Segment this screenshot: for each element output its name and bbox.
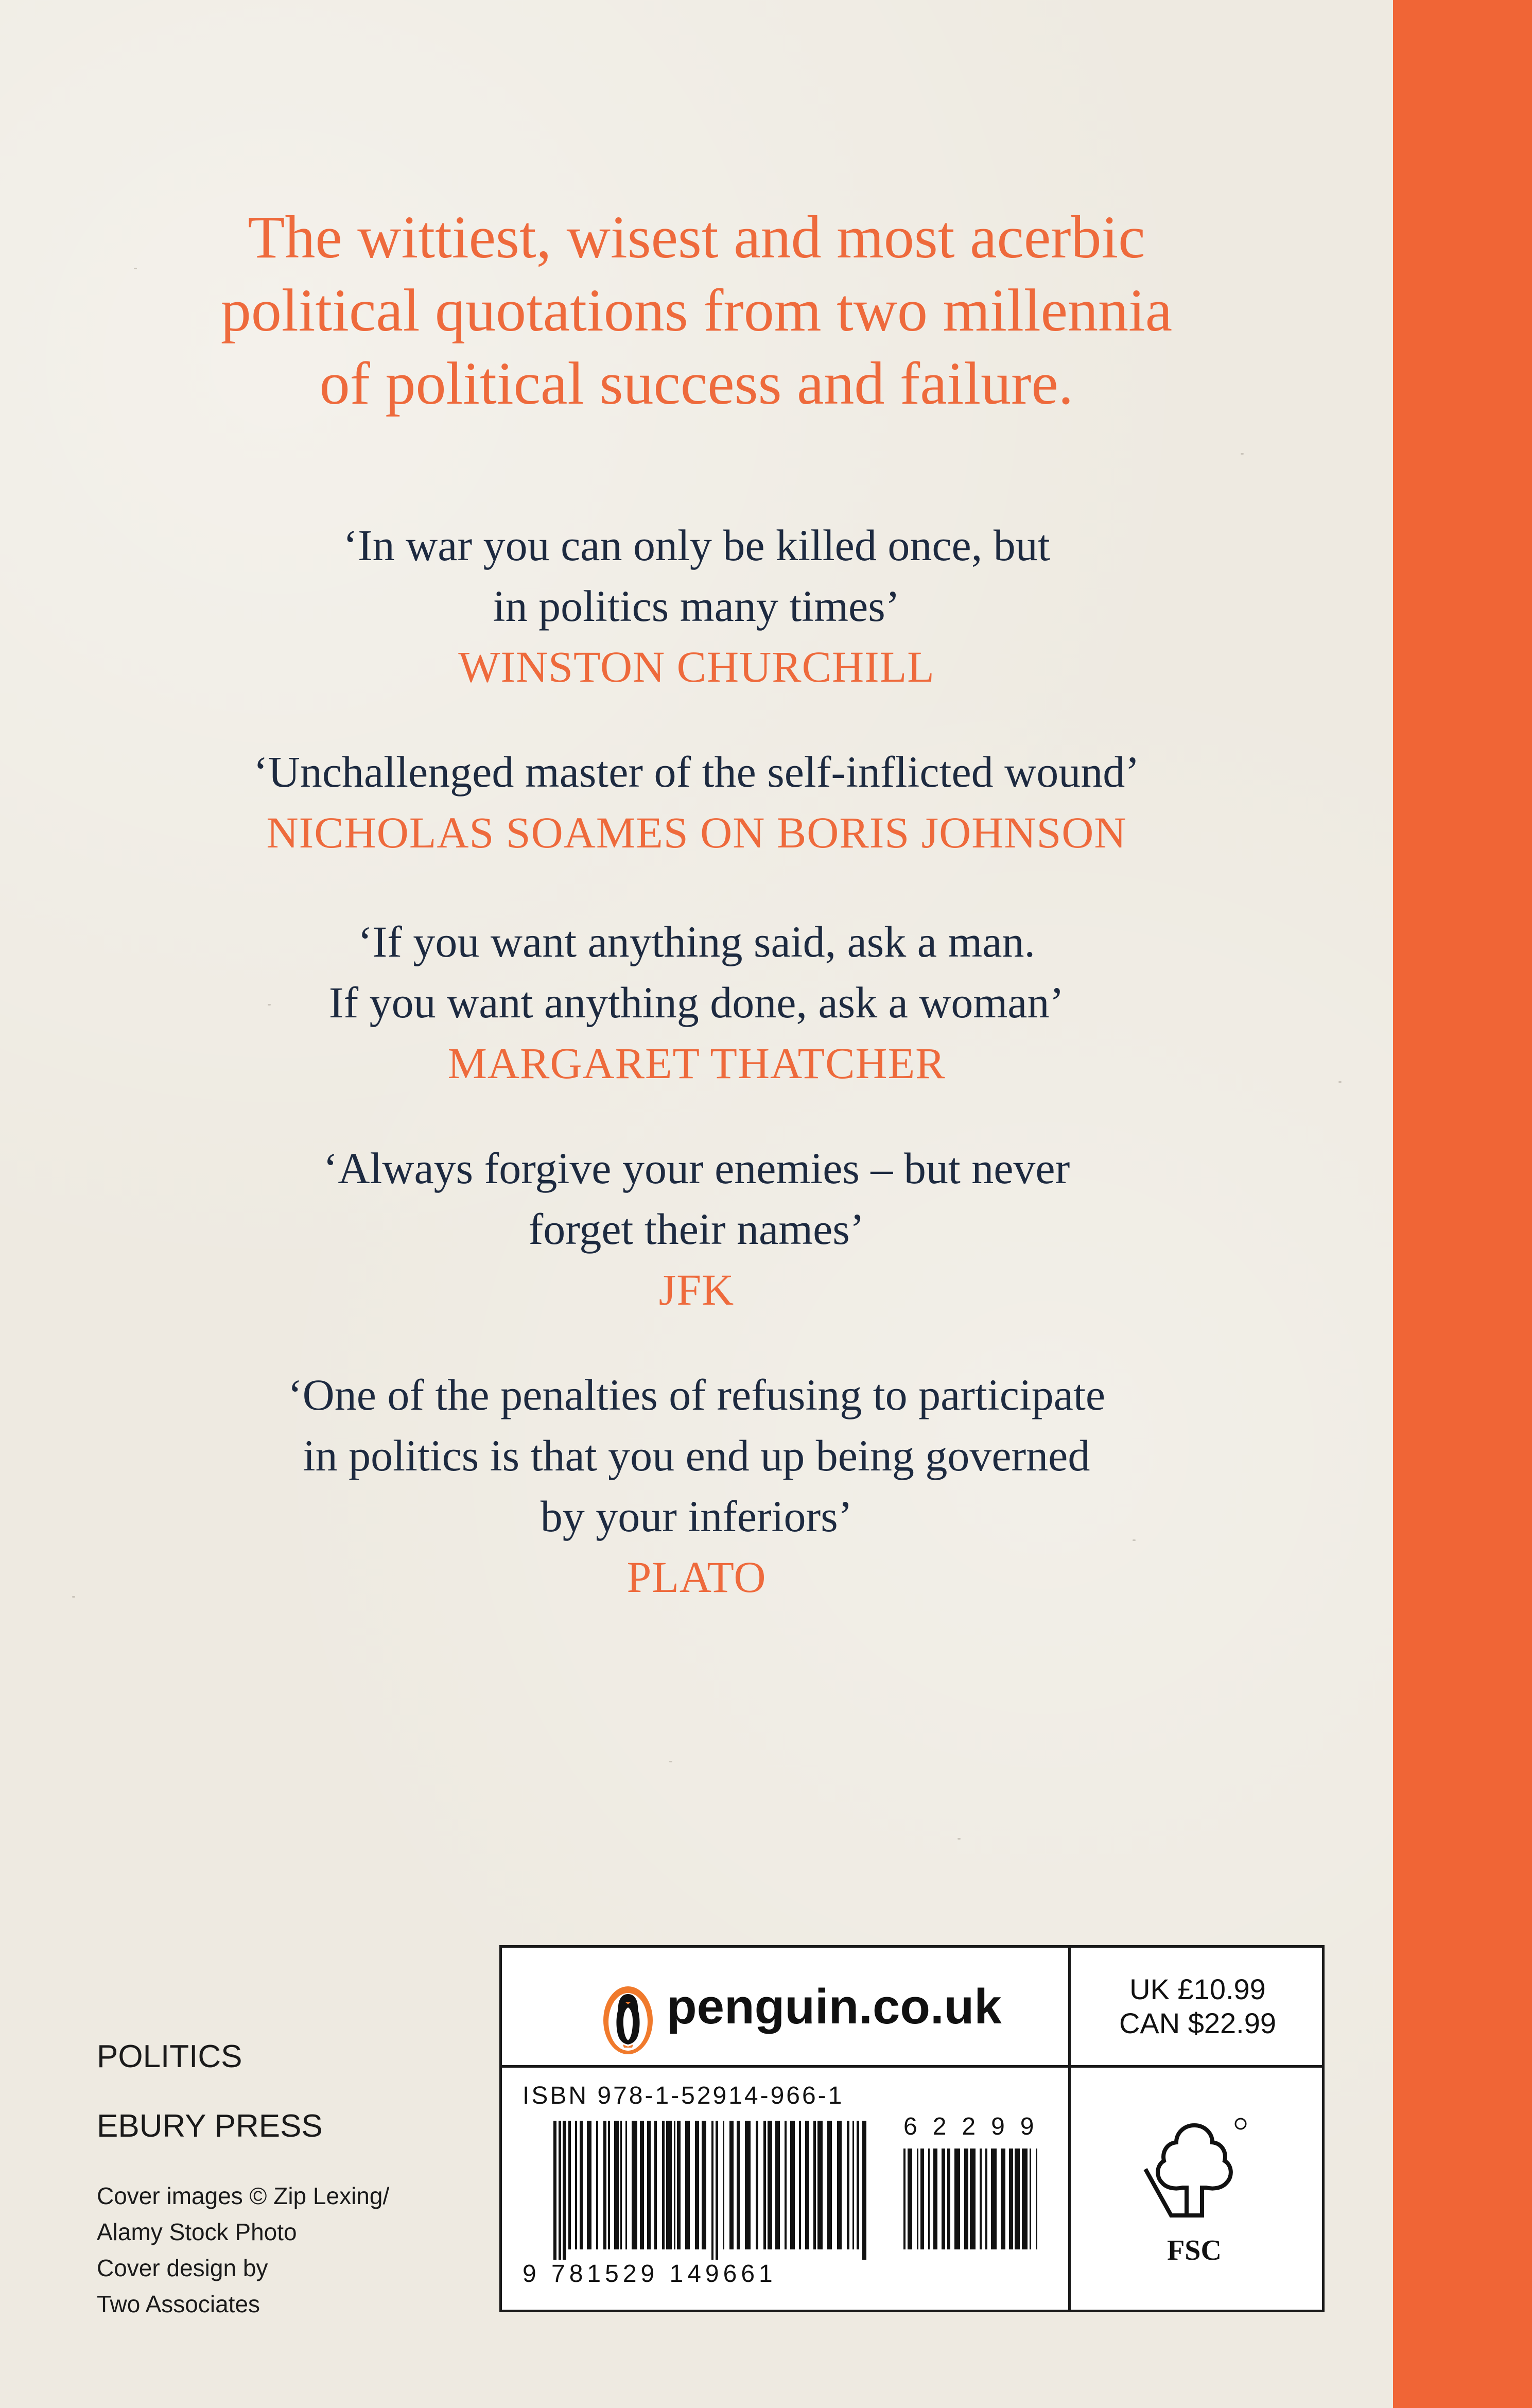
barcode-bar <box>674 2121 675 2249</box>
blurb-line: The wittiest, wisest and most acerbic <box>248 203 1145 271</box>
barcode-bar <box>603 2121 606 2249</box>
spine-stripe <box>1393 0 1532 2408</box>
barcode-bar <box>662 2121 665 2249</box>
barcode-bar <box>575 2121 577 2249</box>
barcode-bar <box>632 2121 637 2249</box>
barcode-bar <box>775 2121 780 2249</box>
quote-line: ‘One of the penalties of refusing to participate <box>287 1370 1106 1419</box>
price-uk: UK £10.99 <box>1129 1973 1266 2005</box>
barcode-bar <box>768 2121 772 2249</box>
credit-line: Cover design by <box>97 2255 268 2281</box>
quote-line: ‘Always forgive your enemies – but never <box>323 1144 1070 1193</box>
ean-digits: 9 781529 149661 <box>523 2260 777 2288</box>
barcode-bar <box>942 2149 945 2249</box>
barcode-bar <box>620 2121 622 2249</box>
barcode-bar <box>852 2121 854 2249</box>
barcode-bar <box>640 2121 644 2249</box>
barcode-bar <box>553 2121 556 2260</box>
barcode-bar <box>790 2121 795 2249</box>
barcode-bar <box>563 2121 566 2260</box>
barcode-bar <box>917 2149 918 2249</box>
ean-barcode <box>553 2121 873 2260</box>
credit-line: Two Associates <box>97 2291 260 2317</box>
quote-thatcher <box>0 911 1393 1094</box>
paper-fleck <box>1241 453 1244 455</box>
barcode-bar <box>980 2149 982 2249</box>
barcode-bar <box>1001 2149 1005 2249</box>
barcode-bar <box>970 2149 976 2249</box>
barcode-bar <box>587 2121 591 2249</box>
barcode-bar <box>837 2121 842 2249</box>
quote-plato <box>0 1364 1393 1607</box>
website-label: penguin.co.uk <box>667 1979 1002 2034</box>
barcode-bar <box>827 2121 832 2249</box>
price-block <box>1073 1972 1322 2040</box>
addon-digits: 62299 <box>903 2113 1050 2140</box>
barcode-bar <box>954 2149 960 2249</box>
barcode-bar <box>1030 2149 1031 2249</box>
barcode-bar <box>580 2121 583 2249</box>
barcode-bar <box>985 2149 987 2249</box>
barcode-bar <box>596 2121 598 2249</box>
barcode-bar <box>685 2121 690 2249</box>
barcode-bar <box>920 2149 924 2249</box>
barcode-bar <box>785 2121 787 2249</box>
quote-jfk <box>0 1138 1393 1320</box>
quote-author: WINSTON CHURCHILL <box>458 642 935 691</box>
quote-soames <box>0 741 1393 863</box>
credit-line: Alamy Stock Photo <box>97 2219 297 2245</box>
blurb <box>0 201 1393 420</box>
barcode-bar <box>947 2149 950 2249</box>
barcode-bar <box>1022 2149 1028 2249</box>
divider <box>1068 1948 1071 2310</box>
penguin-logo-icon <box>602 1985 654 2056</box>
barcode-bar <box>647 2121 651 2249</box>
barcode-bar <box>723 2121 724 2249</box>
paper-fleck <box>958 1838 961 1840</box>
credit-line: Cover images © Zip Lexing/ <box>97 2182 390 2209</box>
barcode-bar <box>711 2121 713 2260</box>
barcode-bar <box>813 2121 816 2249</box>
barcode-bar <box>625 2121 627 2249</box>
barcode-bar <box>763 2121 766 2249</box>
quote-author: NICHOLAS SOAMES ON BORIS JOHNSON <box>266 808 1127 857</box>
barcode-bar <box>908 2149 912 2249</box>
cover-credits <box>97 2178 389 2322</box>
barcode-box <box>499 1945 1325 2312</box>
barcode-bar <box>1036 2149 1037 2249</box>
barcode-bar <box>991 2149 997 2249</box>
fsc-tree-icon <box>1135 2112 1254 2231</box>
isbn-label: ISBN 978-1-52914-966-1 <box>523 2082 844 2109</box>
quote-author: JFK <box>658 1265 735 1314</box>
barcode-bar <box>1009 2149 1013 2249</box>
addon-barcode <box>903 2149 1042 2260</box>
barcode-bar <box>805 2121 809 2249</box>
quote-line: by your inferiors’ <box>540 1492 853 1541</box>
barcode-bar <box>568 2121 571 2249</box>
barcode-bar <box>695 2121 699 2249</box>
quote-line: ‘If you want anything said, ask a man. <box>358 917 1035 966</box>
barcode-bar <box>745 2121 751 2249</box>
barcode-bar <box>716 2121 718 2260</box>
barcode-bar <box>677 2121 681 2249</box>
quote-line: ‘Unchallenged master of the self-inflicted wound’ <box>253 747 1140 796</box>
barcode-bar <box>702 2121 706 2249</box>
barcode-bar <box>933 2149 937 2249</box>
category-label: POLITICS <box>97 2039 242 2074</box>
quote-line: If you want anything done, ask a woman’ <box>328 978 1065 1027</box>
barcode-bar <box>857 2121 859 2249</box>
quote-author: MARGARET THATCHER <box>447 1038 946 1088</box>
barcode-bar <box>756 2121 758 2249</box>
blurb-line: of political success and failure. <box>319 350 1074 417</box>
barcode-bar <box>847 2121 849 2249</box>
fsc-label: FSC <box>1167 2234 1222 2266</box>
barcode-bar <box>608 2121 610 2249</box>
barcode-bar <box>862 2121 866 2260</box>
quote-line: in politics many times’ <box>493 581 900 631</box>
imprint-label: EBURY PRESS <box>97 2108 323 2144</box>
barcode-bar <box>1015 2149 1020 2249</box>
price-can: CAN $22.99 <box>1119 2007 1277 2039</box>
barcode-bar <box>737 2121 740 2249</box>
quote-churchill <box>0 515 1393 697</box>
quote-line: in politics is that you end up being governed <box>303 1431 1090 1480</box>
barcode-bar <box>729 2121 734 2249</box>
quote-line: forget their names’ <box>528 1204 865 1254</box>
barcode-bar <box>614 2121 619 2249</box>
barcode-bar <box>799 2121 801 2249</box>
barcode-bar <box>928 2149 930 2249</box>
barcode-bar <box>903 2149 906 2249</box>
quote-line: ‘In war you can only be killed once, but <box>343 521 1050 570</box>
barcode-bar <box>559 2121 561 2260</box>
paper-fleck <box>669 1761 672 1762</box>
barcode-bar <box>964 2149 968 2249</box>
barcode-bar <box>666 2121 672 2249</box>
quote-author: PLATO <box>626 1552 767 1602</box>
divider <box>502 2065 1322 2068</box>
barcode-bar <box>817 2121 823 2249</box>
blurb-line: political quotations from two millennia <box>220 276 1173 344</box>
barcode-bar <box>654 2121 657 2249</box>
